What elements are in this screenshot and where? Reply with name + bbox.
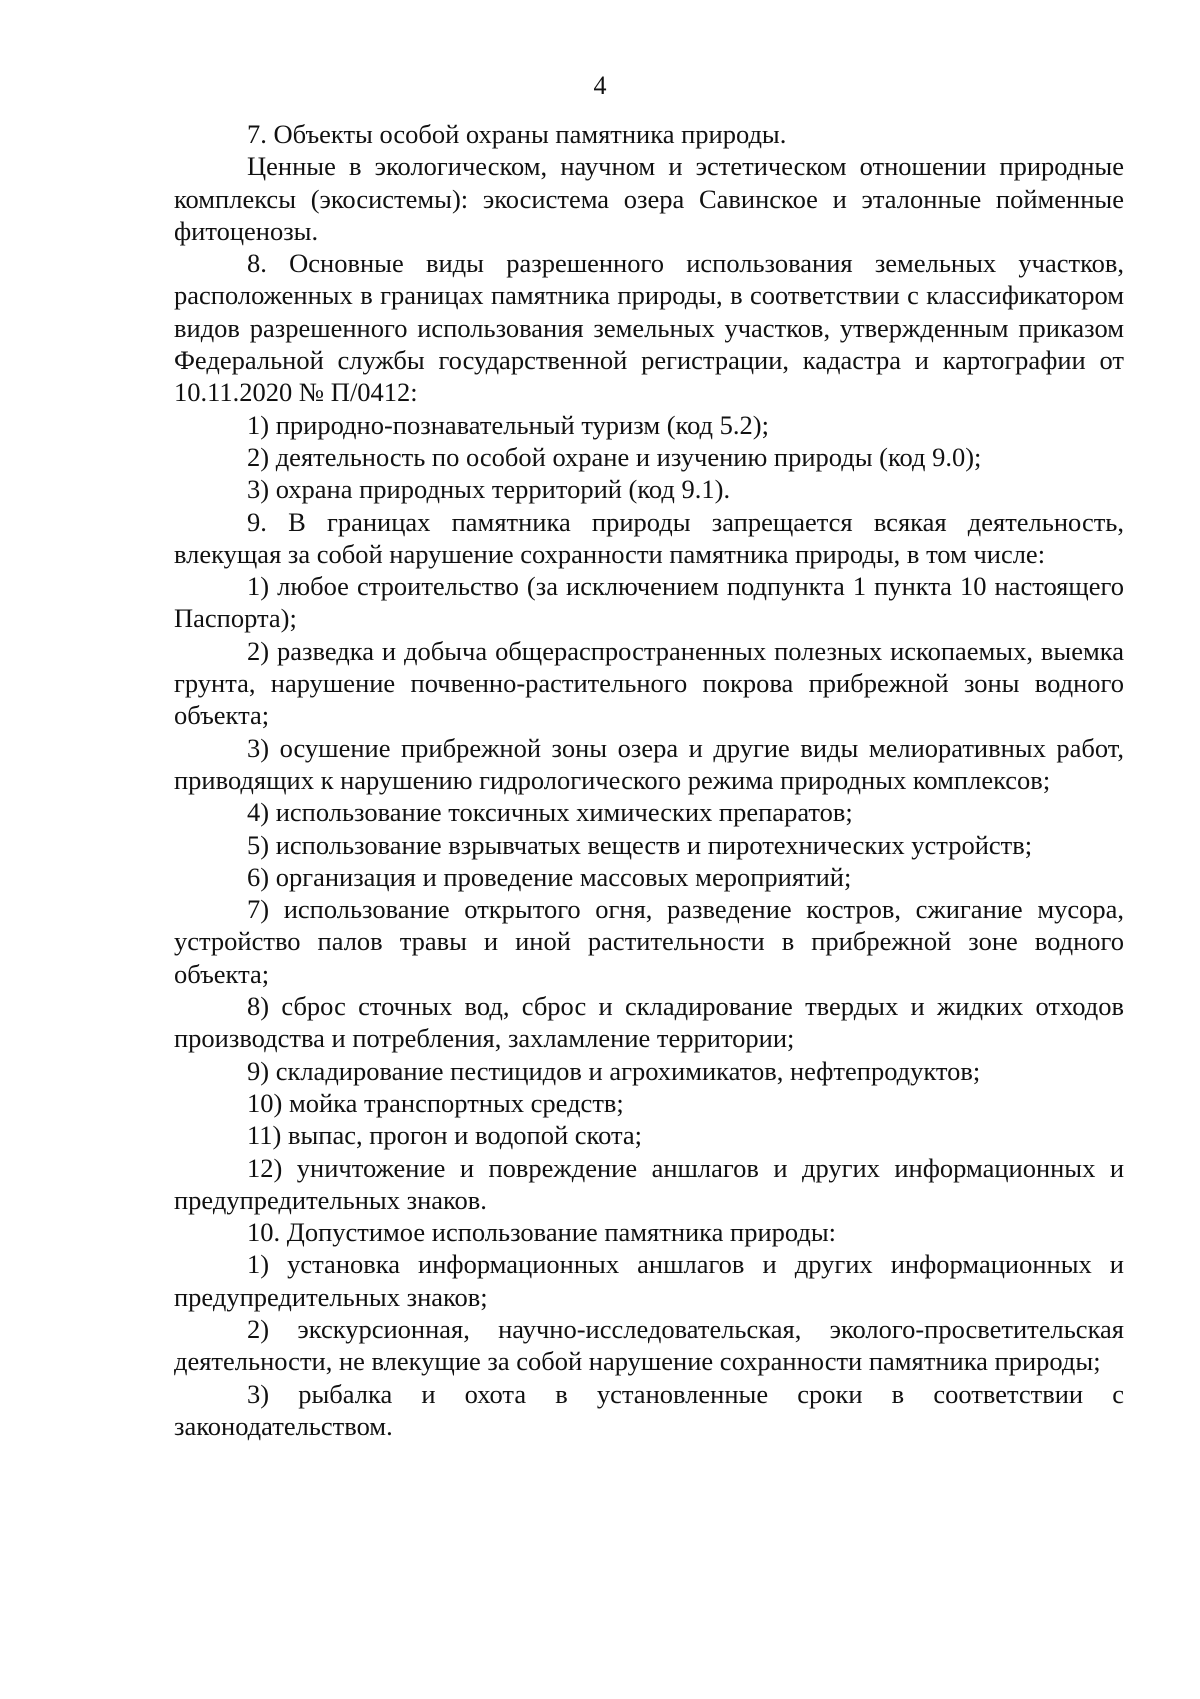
section-10-item-1: 1) установка информационных аншлагов и других информационных и предупредительных знаков;: [174, 1249, 1124, 1312]
section-10-heading: 10. Допустимое использование памятника природы:: [247, 1217, 837, 1248]
section-8-item-1: 1) природно-познавательный туризм (код 5.2);: [247, 409, 769, 440]
section-9-item-3: 3) осушение прибрежной зоны озера и другие виды мелиоративных работ, приводящих к нарушению гидрологического режима природных комплексов;: [174, 732, 1124, 795]
section-9-item-9: 9) складирование пестицидов и агрохимикатов, нефтепродуктов;: [247, 1055, 981, 1086]
document-body: [174, 118, 1124, 1442]
section-8-item-3: 3) охрана природных территорий (код 9.1).: [247, 474, 731, 505]
section-7-heading: 7. Объекты особой охраны памятника природы.: [247, 119, 787, 149]
section-10-item-2: 2) экскурсионная, научно-исследовательская, эколого-просветительская деятельности, не влекущие за собой нарушение сохранности памятника природы;: [174, 1313, 1124, 1377]
page-number: 4: [593, 71, 607, 100]
section-9-item-5: 5) использование взрывчатых веществ и пиротехнических устройств;: [247, 829, 1033, 860]
section-9-item-7: 7) использование открытого огня, разведение костров, сжигание мусора, устройство палов травы и иной растительности в прибрежной зоне водного объекта;: [174, 894, 1124, 989]
section-8-heading: 8. Основные виды разрешенного использования земельных участков, расположенных в границах памятника природы, в соответствии с классификатором видов разрешенного использования земельных участков, утвержденным приказом Федеральной службы государственной регистрации, кадастра и картографии от 10.11.2020 № П/0412:: [174, 248, 1124, 408]
section-9-item-11: 11) выпас, прогон и водопой скота;: [247, 1120, 643, 1151]
section-9-item-2: 2) разведка и добыча общераспространенных полезных ископаемых, выемка грунта, нарушение почвенно-растительного покрова прибрежной зоны водного объекта;: [174, 635, 1124, 731]
section-9-item-6: 6) организация и проведение массовых мероприятий;: [247, 861, 852, 892]
section-9-item-4: 4) использование токсичных химических препаратов;: [247, 797, 853, 828]
section-8-item-2: 2) деятельность по особой охране и изучению природы (код 9.0);: [247, 441, 982, 472]
section-9-item-8: 8) сброс сточных вод, сброс и складирование твердых и жидких отходов производства и потребления, захламление территории;: [174, 991, 1124, 1054]
section-10-item-3: 3) рыбалка и охота в установленные сроки в соответствии с законодательством.: [174, 1378, 1124, 1441]
section-7-text: Ценные в экологическом, научном и эстетическом отношении природные комплексы (экосистемы): экосистема озера Савинское и эталонные пойменные фитоценозы.: [174, 151, 1124, 246]
section-9-item-10: 10) мойка транспортных средств;: [247, 1087, 624, 1118]
section-9-item-1: 1) любое строительство (за исключением подпункта 1 пункта 10 настоящего Паспорта);: [174, 571, 1124, 634]
section-9-item-12: 12) уничтожение и повреждение аншлагов и других информационных и предупредительных знаков.: [174, 1152, 1124, 1215]
section-9-heading: 9. В границах памятника природы запрещается всякая деятельность, влекущая за собой нарушение сохранности памятника природы, в том числе:: [174, 506, 1124, 569]
